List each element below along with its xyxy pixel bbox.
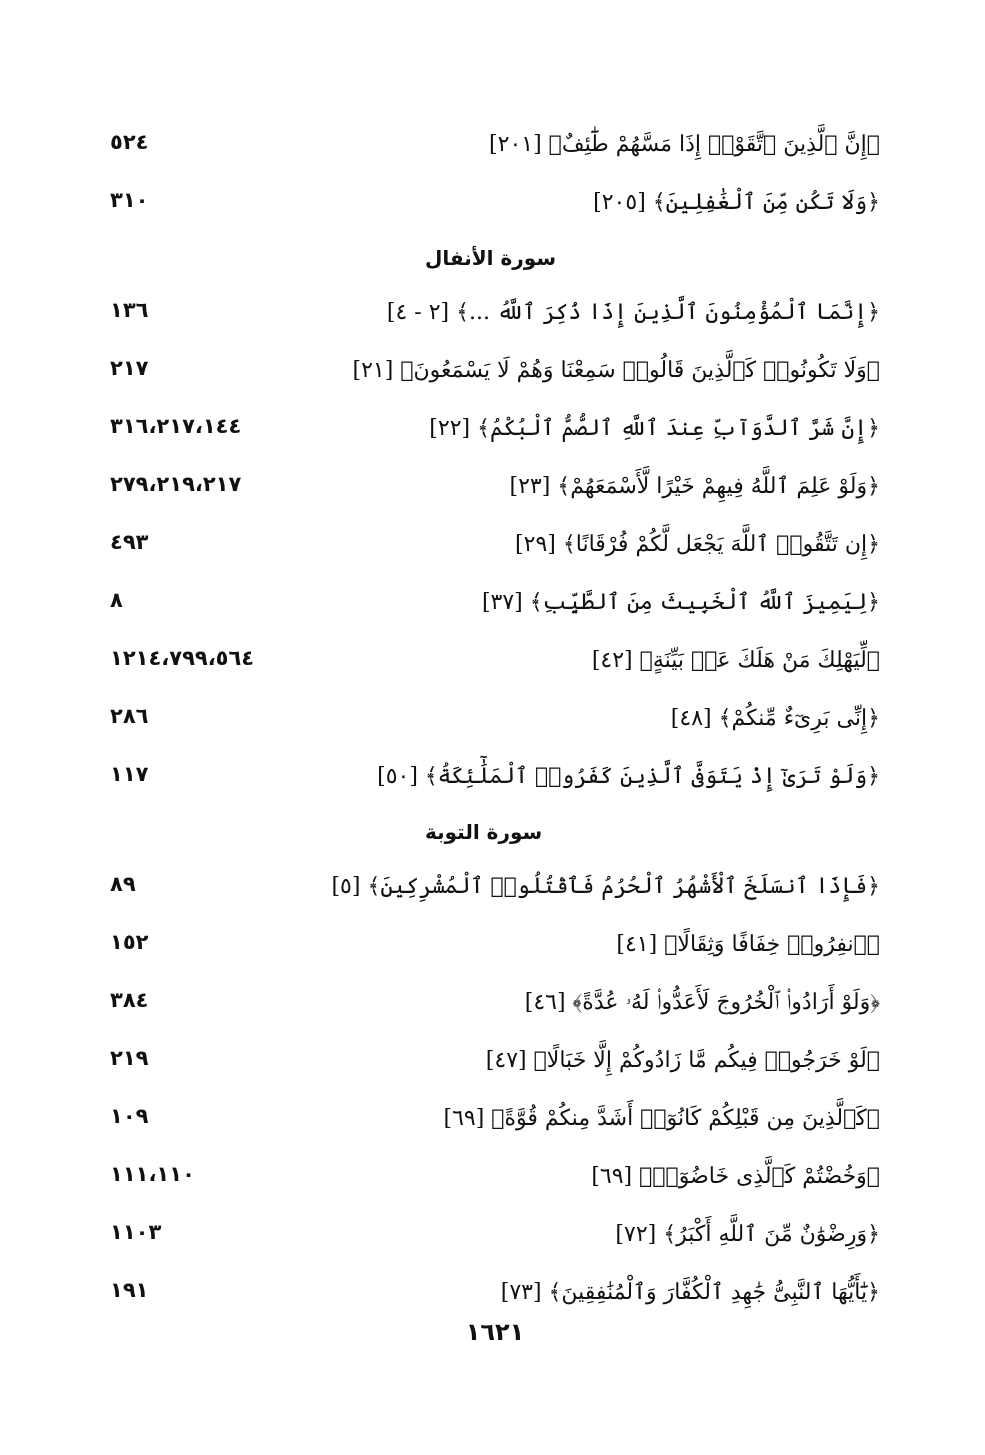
index-entry <box>110 186 880 244</box>
index-entry <box>110 1102 880 1160</box>
page-references: ٢٧٩،٢١٩،٢١٧ <box>110 472 242 496</box>
index-entry <box>110 528 880 586</box>
index-entry <box>110 928 880 986</box>
verse-text: ﴿ٱنفِرُوا۟ خِفَافًا وَثِقَالًا﴾ [٤١] <box>616 932 880 957</box>
surah-heading <box>110 818 880 870</box>
page-references: ٣١٦،٢١٧،١٤٤ <box>110 414 242 438</box>
verse-text: ﴿وَلَوْ أَرَادُوا۟ ٱلْخُرُوجَ لَأَعَدُّوا۟ لَهُۥ عُدَّةً﴾ [٤٦] <box>524 990 880 1015</box>
verse-text: ﴿لِّيَهْلِكَ مَنْ هَلَكَ عَنۢ بَيِّنَةٍ﴾ [٤٢] <box>591 648 880 673</box>
verse-text: ﴿وَلَوْ تَرَىٰٓ إِذْ يَتَوَفَّى ٱلَّذِينَ كَفَرُوا۟ ٱلْمَلَٰٓئِكَةُ﴾ [٥٠] <box>377 764 880 789</box>
verse-text: ﴿وَلَوْ عَلِمَ ٱللَّهُ فِيهِمْ خَيْرًا لَّأَسْمَعَهُمْ﴾ [٢٣] <box>509 474 880 499</box>
index-entry <box>110 986 880 1044</box>
page-references: ٢٨٦ <box>110 704 149 728</box>
page-references: ١١٠٣ <box>110 1220 162 1244</box>
page-references: ٨ <box>110 588 123 612</box>
verse-text: ﴿إِنَّمَا ٱلْمُؤْمِنُونَ ٱلَّذِينَ إِذَا ذُكِرَ ٱللَّهُ ...﴾ [٢ - ٤] <box>386 300 880 325</box>
index-entry <box>110 760 880 818</box>
verse-index-list <box>110 128 880 1334</box>
index-entry <box>110 1160 880 1218</box>
index-entry <box>110 470 880 528</box>
verse-text: ﴿وَرِضْوَٰنٌ مِّنَ ٱللَّهِ أَكْبَرُ﴾ [٧٢] <box>615 1222 880 1247</box>
verse-text: ﴿إِنِّى بَرِىٓءٌ مِّنكُمْ﴾ [٤٨] <box>670 706 880 731</box>
verse-text: ﴿إِن تَتَّقُوا۟ ٱللَّهَ يَجْعَل لَّكُمْ فُرْقَانًا﴾ [٢٩] <box>515 532 880 557</box>
page-references: ٨٩ <box>110 872 136 896</box>
index-entry <box>110 586 880 644</box>
verse-text: ﴿إِنَّ شَرَّ ٱلدَّوَآبِّ عِندَ ٱللَّهِ ٱلصُّمُّ ٱلْبُكْمُ﴾ [٢٢] <box>429 416 880 441</box>
page-references: ٤٩٣ <box>110 530 149 554</box>
verse-text: ﴿وَلَا تَكُونُوا۟ كَٱلَّذِينَ قَالُوا۟ سَمِعْنَا وَهُمْ لَا يَسْمَعُونَ﴾ [٢١] <box>352 358 880 383</box>
page-references: ١٩١ <box>110 1278 149 1302</box>
verse-text: ﴿كَٱلَّذِينَ مِن قَبْلِكُمْ كَانُوٓا۟ أَشَدَّ مِنكُمْ قُوَّةً﴾ [٦٩] <box>443 1106 880 1131</box>
verse-text: ﴿وَلَا تَكُن مِّنَ ٱلْغَٰفِلِينَ﴾ [٢٠٥] <box>593 190 880 215</box>
page-references: ٥٢٤ <box>110 130 149 154</box>
page-references: ١٥٢ <box>110 930 149 954</box>
page-number: ١٦٢١ <box>465 1318 525 1346</box>
page-references: ٣١٠ <box>110 188 149 212</box>
index-entry <box>110 644 880 702</box>
index-entry <box>110 1044 880 1102</box>
verse-text: ﴿يَٰٓأَيُّهَا ٱلنَّبِىُّ جَٰهِدِ ٱلْكُفَّارَ وَٱلْمُنَٰفِقِينَ﴾ [٧٣] <box>500 1280 880 1305</box>
index-entry <box>110 354 880 412</box>
verse-text: ﴿لَوْ خَرَجُوا۟ فِيكُم مَّا زَادُوكُمْ إِلَّا خَبَالًا﴾ [٤٧] <box>485 1048 880 1073</box>
index-entry <box>110 1218 880 1276</box>
surah-heading <box>110 244 880 296</box>
page-references: ٢١٩ <box>110 1046 149 1070</box>
page-references: ١١٧ <box>110 762 149 786</box>
index-entry <box>110 870 880 928</box>
page-references: ١١١،١١٠ <box>110 1162 195 1186</box>
verse-text: ﴿وَخُضْتُمْ كَٱلَّذِى خَاضُوٓا۟﴾ [٦٩] <box>591 1164 880 1189</box>
page-references: ٢١٧ <box>110 356 149 380</box>
page-references: ١٣٦ <box>110 298 149 322</box>
verse-text: ﴿إِنَّ ٱلَّذِينَ ٱتَّقَوْا۟ إِذَا مَسَّهُمْ طَٰٓئِفٌ﴾ [٢٠١] <box>489 132 880 157</box>
index-entry <box>110 412 880 470</box>
page-references: ١٠٩ <box>110 1104 149 1128</box>
index-entry <box>110 702 880 760</box>
page-references: ٣٨٤ <box>110 988 149 1012</box>
page-references: ١٢١٤،٧٩٩،٥٦٤ <box>110 646 255 670</box>
surah-title: سورة الأنفال <box>425 246 557 270</box>
surah-title: سورة التوبة <box>425 820 543 844</box>
index-entry <box>110 296 880 354</box>
index-entry <box>110 128 880 186</box>
verse-text: ﴿لِيَمِيزَ ٱللَّهُ ٱلْخَبِيثَ مِنَ ٱلطَّيِّبِ﴾ [٣٧] <box>481 590 880 615</box>
verse-text: ﴿فَإِذَا ٱنسَلَخَ ٱلْأَشْهُرُ ٱلْحُرُمُ فَٱقْتُلُوا۟ ٱلْمُشْرِكِينَ﴾ [٥] <box>331 874 880 899</box>
